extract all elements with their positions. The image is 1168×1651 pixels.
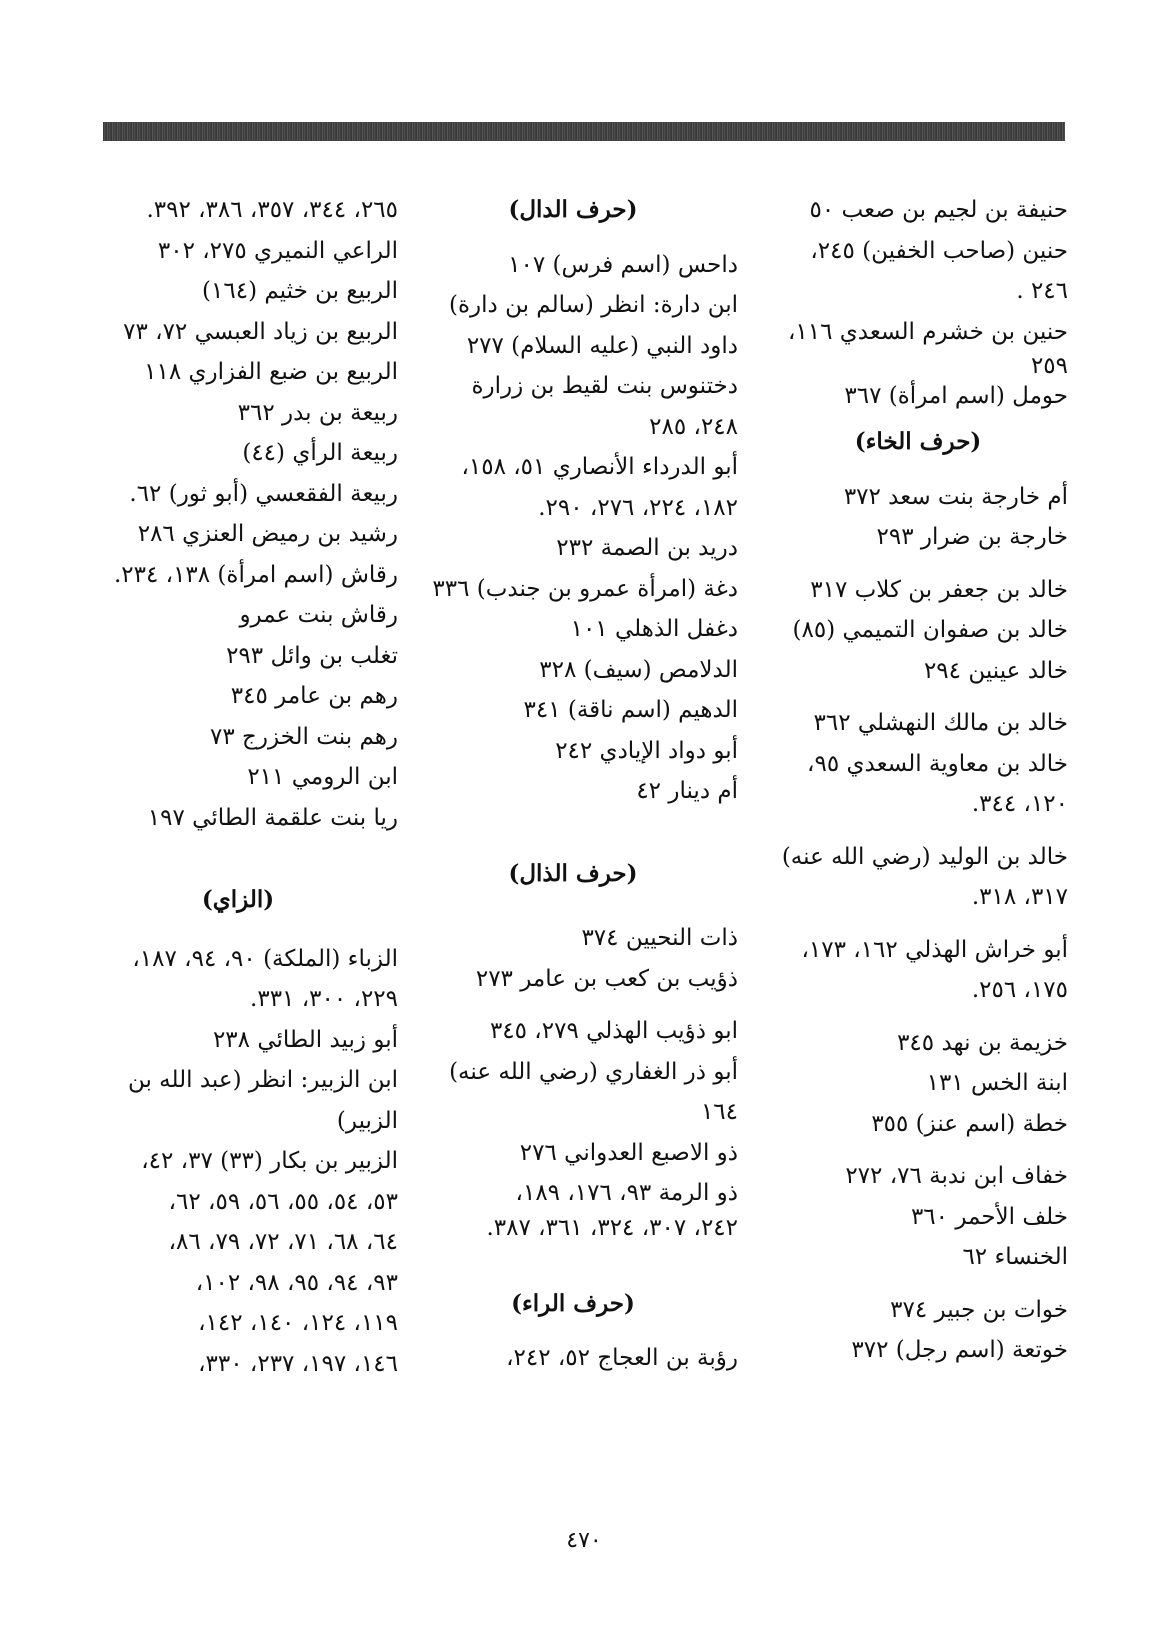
- index-entry: أم دينار ٤٢: [636, 778, 738, 804]
- section-heading-dhal: (حرف الذال): [508, 859, 638, 887]
- index-entry: داود النبي (عليه السلام) ٢٧٧: [466, 332, 738, 359]
- index-entry: خوتعة (اسم رجل) ٣٧٢: [851, 1337, 1068, 1363]
- index-entry: ربيعة بن بدر ٣٦٢: [237, 399, 398, 426]
- index-entry: حنين (صاحب الخفين) ٢٤٥،: [810, 237, 1068, 264]
- index-entry: دختنوس بنت لقيط بن زرارة: [471, 373, 738, 399]
- index-entry: رهم بنت الخزرج ٧٣: [209, 723, 398, 750]
- index-entry: ٢٢٩، ٣٠٠، ٣٣١.: [250, 986, 398, 1012]
- index-entry: الخنساء ٦٢: [962, 1244, 1068, 1270]
- index-entry: الزباء (الملكة) ٩٠، ٩٤، ١٨٧،: [132, 945, 398, 972]
- index-entry: الربيع بن ضبع الفزاري ١١٨: [144, 359, 398, 385]
- index-column-left: [78, 190, 398, 1384]
- index-entry: ريا بنت علقمة الطائي ١٩٧: [147, 804, 398, 831]
- index-entry: أبو دواد الإيادي ٢٤٢: [555, 737, 738, 764]
- index-entry: ٢٤٢، ٣٠٧، ٣٢٤، ٣٦١، ٣٨٧.: [486, 1214, 738, 1241]
- index-column-right: [768, 190, 1068, 1371]
- section-heading-ra: (حرف الراء): [511, 1289, 635, 1317]
- index-entry: خالد بن جعفر بن كلاب ٣١٧: [810, 576, 1068, 603]
- index-entry: ٥٣، ٥٤، ٥٥، ٥٦، ٥٩، ٦٢،: [168, 1188, 398, 1215]
- index-entry: خزيمة بن نهد ٣٤٥: [897, 1029, 1068, 1056]
- index-entry: خطة (اسم عنز) ٣٥٥: [871, 1110, 1068, 1137]
- index-entry: ابن الزبير: انظر (عبد الله بن: [127, 1067, 398, 1093]
- index-entry: ١١٩، ١٢٤، ١٤٠، ١٤٢،: [198, 1310, 398, 1336]
- index-entry: خالد عينين ٢٩٤: [923, 657, 1068, 684]
- header-rule: [103, 122, 1065, 141]
- index-entry: حنين بن خشرم السعدي ١١٦،: [787, 318, 1068, 345]
- index-entry: الراعي النميري ٢٧٥، ٣٠٢: [157, 237, 398, 264]
- index-entry: خارجة بن ضرار ٢٩٣: [876, 524, 1068, 550]
- index-entry: أبو زبيد الطائي ٢٣٨: [212, 1026, 398, 1053]
- index-entry: ٢٦٥، ٣٤٤، ٣٥٧، ٣٨٦، ٣٩٢.: [146, 197, 398, 223]
- section-heading-zay: (الزاي): [201, 886, 275, 913]
- index-entry: ١٢٠، ٣٤٤.: [971, 791, 1068, 817]
- index-entry: رقاش (اسم امرأة) ١٣٨، ٢٣٤.: [113, 561, 398, 588]
- index-entry: ١٨٢، ٢٢٤، ٢٧٦، ٢٩٠.: [538, 494, 738, 521]
- index-entry: خلف الأحمر ٣٦٠: [910, 1203, 1068, 1230]
- page-number: ٤٧٠: [566, 1528, 602, 1553]
- index-entry: الزبير): [336, 1107, 398, 1134]
- index-entry: ابن دارة: انظر (سالم بن دارة): [449, 292, 738, 318]
- index-entry: ذؤيب بن كعب بن عامر ٢٧٣: [475, 965, 738, 992]
- index-entry: ٢٥٩: [1030, 353, 1068, 379]
- index-entry: رقاش بنت عمرو: [239, 602, 398, 628]
- index-entry: خالد بن مالك النهشلي ٣٦٢: [813, 710, 1068, 736]
- index-entry: ذات النحيين ٣٧٤: [581, 925, 738, 951]
- index-entry: ذو الرمة ٩٣، ١٧٦، ١٨٩،: [515, 1180, 738, 1206]
- index-entry: تغلب بن وائل ٢٩٣: [226, 642, 398, 669]
- section-heading-dal: (حرف الدال): [508, 196, 638, 223]
- index-entry: حنيفة بن لجيم بن صعب ٥٠: [809, 197, 1068, 223]
- index-entry: ابو ذؤيب الهذلي ٢٧٩، ٣٤٥: [489, 1018, 738, 1044]
- index-entry: ٣١٧، ٣١٨.: [971, 884, 1068, 910]
- index-entry: خالد بن الوليد (رضي الله عنه): [781, 843, 1068, 870]
- index-entry: رؤبة بن العجاج ٥٢، ٢٤٢،: [506, 1345, 738, 1371]
- index-entry: رهم بن عامر ٣٤٥: [230, 683, 398, 709]
- index-entry: الدلامص (سيف) ٣٢٨: [539, 656, 738, 683]
- index-entry: دغة (امرأة عمرو بن جندب) ٣٣٦: [432, 575, 738, 602]
- index-entry: حومل (اسم امرأة) ٣٦٧: [844, 383, 1068, 409]
- index-entry: ابنة الخس ١٣١: [926, 1070, 1068, 1096]
- index-entry: دغفل الذهلي ١٠١: [570, 616, 738, 642]
- index-entry: الربيع بن خثيم (١٦٤): [202, 278, 398, 304]
- index-entry: أم خارجة بنت سعد ٣٧٢: [843, 483, 1068, 510]
- index-entry: ٦٤، ٦٨، ٧١، ٧٢، ٧٩، ٨٦،: [168, 1229, 398, 1255]
- index-entry: الزبير بن بكار (٣٣) ٣٧، ٤٢،: [141, 1148, 398, 1174]
- index-entry: الربيع بن زياد العبسي ٧٢، ٧٣: [123, 318, 398, 345]
- index-entry: أبو خراش الهذلي ١٦٢، ١٧٣،: [801, 936, 1068, 963]
- index-column-middle: [408, 190, 738, 1379]
- index-entry: ١٤٦، ١٩٧، ٢٣٧، ٣٣٠،: [198, 1350, 398, 1377]
- index-entry: خفاف ابن ندبة ٧٦، ٢٧٢: [845, 1163, 1068, 1189]
- section-heading-kha: (حرف الخاء): [854, 428, 982, 455]
- index-entry: ١٧٥، ٢٥٦.: [971, 977, 1068, 1003]
- index-entry: ربيعة الرأي (٤٤): [242, 440, 398, 466]
- index-entry: ٩٣، ٩٤، ٩٥، ٩٨، ١٠٢،: [195, 1269, 398, 1296]
- index-entry: ذو الاصبع العدواني ٢٧٦: [519, 1139, 738, 1166]
- index-entry: ٢٤٦ .: [1016, 278, 1068, 304]
- index-entry: ربيعة الفقعسي (أبو ثور) ٦٢.: [129, 480, 398, 507]
- index-entry: خوات بن جبير ٣٧٤: [890, 1296, 1068, 1323]
- index-entry: ٢٤٨، ٢٨٥: [649, 413, 738, 440]
- index-entry: دريد بن الصمة ٢٣٢: [556, 535, 738, 561]
- index-entry: خالد بن معاوية السعدي ٩٥،: [807, 750, 1068, 777]
- index-entry: ابن الرومي ٢١١: [247, 764, 398, 790]
- index-entry: خالد بن صفوان التميمي (٨٥): [792, 617, 1068, 643]
- index-entry: داحس (اسم فرس) ١٠٧: [508, 251, 738, 278]
- index-entry: الدهيم (اسم ناقة) ٣٤١: [523, 697, 738, 723]
- index-entry: أبو الدرداء الأنصاري ٥١، ١٥٨،: [461, 454, 738, 480]
- index-entry: أبو ذر الغفاري (رضي الله عنه) ١٦٤: [449, 1058, 738, 1125]
- index-entry: رشيد بن رميض العنزي ٢٨٦: [137, 521, 398, 547]
